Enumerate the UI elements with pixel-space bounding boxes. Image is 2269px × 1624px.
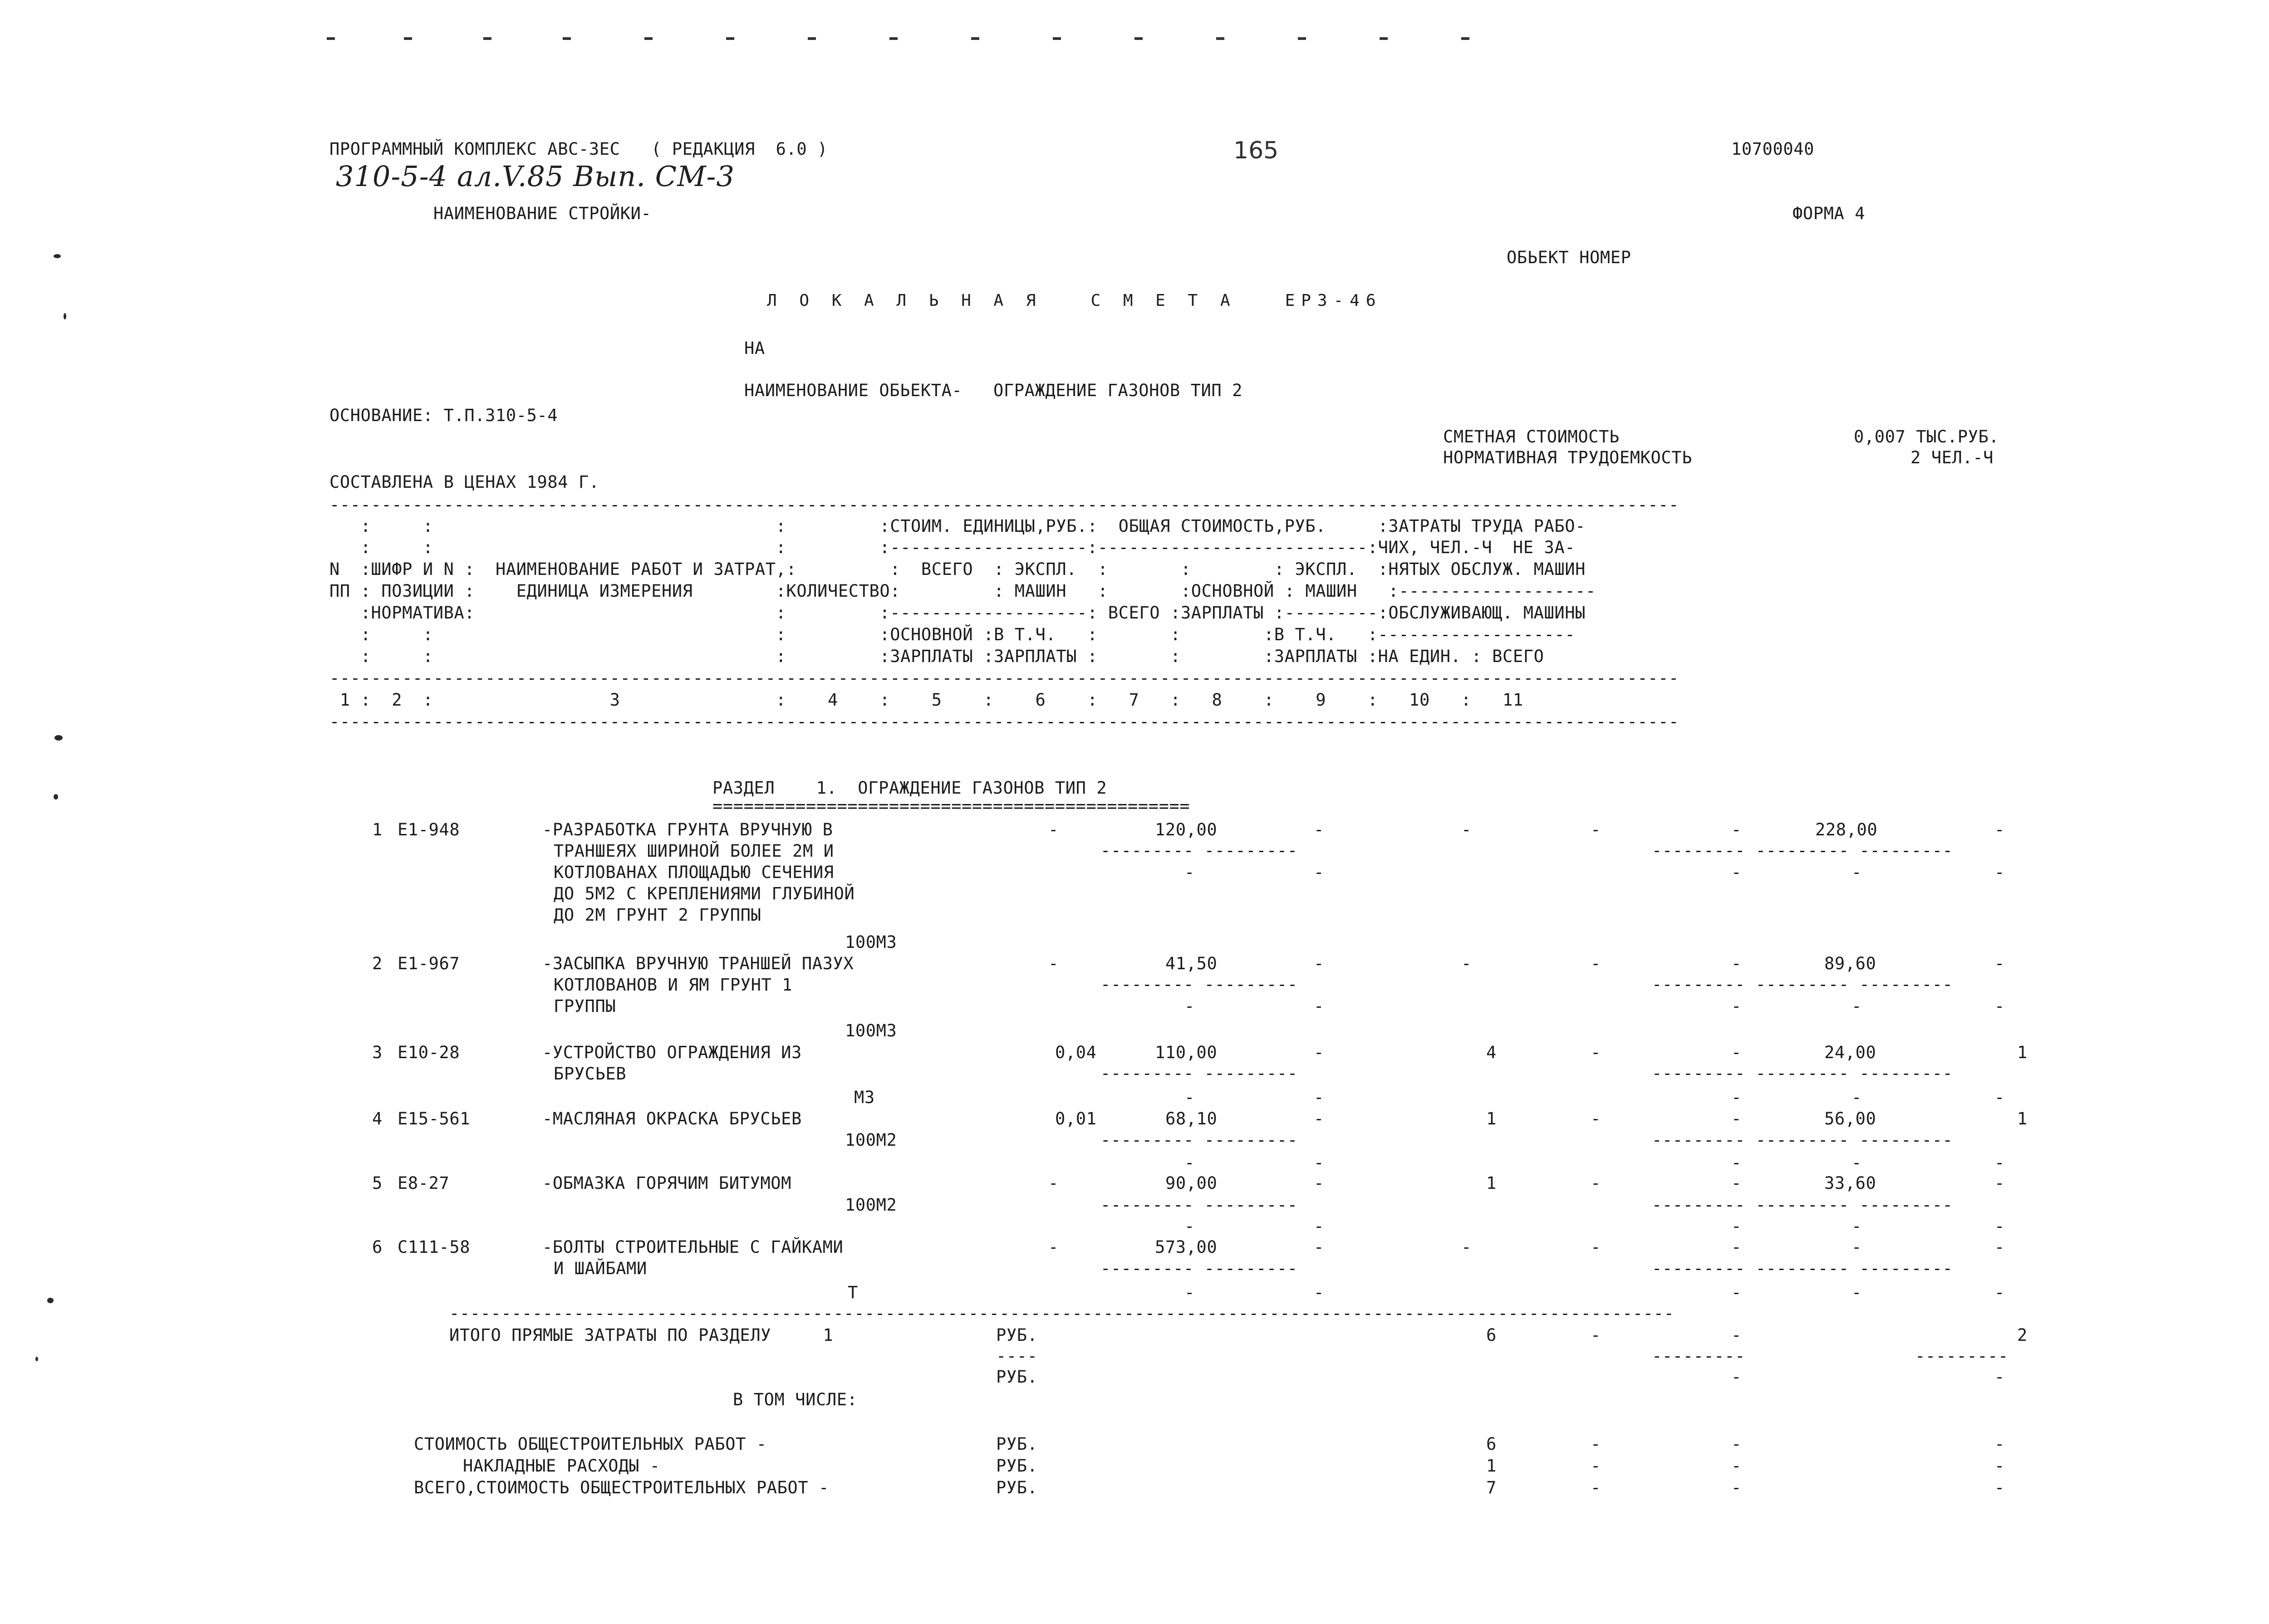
row-labor-unit: 56,00 (1824, 1109, 1876, 1128)
row-unit-cost: 68,10 (1165, 1109, 1218, 1128)
row-labor-total-service: - (1994, 996, 2005, 1016)
row-total-cost: 1 (1486, 1109, 1497, 1128)
scan-speck (54, 794, 58, 800)
row-machine-cost: - (1314, 1109, 1324, 1128)
row-labor-unit-service: - (1852, 1283, 1862, 1302)
labor-intensity-label: НОРМАТИВНАЯ ТРУДОЕМКОСТЬ (1443, 448, 1693, 467)
estimated-cost-label: СМЕТНАЯ СТОИМОСТЬ (1443, 427, 1620, 446)
direct-costs-unit-2: РУБ. (996, 1367, 1038, 1387)
row-labor-unit-service: - (1852, 1153, 1862, 1173)
row-total-cost: 1 (1486, 1173, 1497, 1193)
row-total-cost: - (1461, 954, 1472, 973)
row-labor-total: 1 (2017, 1109, 2028, 1128)
row-total-cost: 4 (1486, 1043, 1497, 1062)
table-header-line: 1 : 2 : 3 : 4 : 5 : 6 : 7 : 8 : 9 : 10 : 11 (329, 690, 1523, 710)
table-header-line: ---------------------------------------------------------------------------------------------------------------------------------- (329, 712, 1679, 731)
direct-costs-labor-2: - (1994, 1367, 2005, 1387)
row-code: Е1-948 (398, 820, 460, 839)
scan-speck (47, 1298, 54, 1303)
row-base-salary: - (1591, 1173, 1601, 1193)
table-header-line: ---------------------------------------------------------------------------------------------------------------------------------- (329, 668, 1679, 688)
row-unit-cost: 110,00 (1155, 1043, 1218, 1062)
row-description: -РАЗРАБОТКА ГРУНТА ВРУЧНУЮ В (542, 820, 833, 839)
row-description: -ЗАСЫПКА ВРУЧНУЮ ТРАНШЕЙ ПАЗУХ (542, 954, 854, 973)
object-name: НАИМЕНОВАНИЕ ОБЬЕКТА- ОГРАЖДЕНИЕ ГАЗОНОВ ТИП 2 (744, 381, 1243, 400)
row-machine-cost-salary: - (1314, 1283, 1324, 1302)
row-quantity: 0,04 (1055, 1043, 1097, 1062)
row-machine-total: - (1731, 954, 1742, 973)
row-description: ДО 2М ГРУНТ 2 ГРУППЫ (554, 905, 761, 925)
row-labor-unit: 33,60 (1824, 1173, 1876, 1193)
row-description: -УСТРОЙСТВО ОГРАЖДЕНИЯ ИЗ (542, 1043, 802, 1062)
table-header-line: ПП : ПОЗИЦИИ : ЕДИНИЦА ИЗМЕРЕНИЯ :КОЛИЧЕСТВО: : МАШИН : :ОСНОВНОЙ : МАШИН :------------------- (329, 581, 1596, 601)
row-unit-cost: 120,00 (1155, 820, 1218, 839)
row-divider: --------- --------- (1100, 1064, 1298, 1083)
row-labor-unit-service: - (1852, 863, 1862, 882)
direct-divider: --------- (1652, 1346, 1745, 1366)
row-labor-total: - (1994, 1173, 2005, 1193)
row-labor-total: 1 (2017, 1043, 2028, 1062)
row-machine-salary: - (1731, 1217, 1742, 1236)
row-divider: --------- --------- (1100, 1259, 1298, 1278)
overhead-total: 1 (1486, 1456, 1497, 1476)
row-machine-cost-salary: - (1314, 996, 1324, 1016)
direct-costs-total: 6 (1486, 1325, 1497, 1345)
row-labor-total-service: - (1994, 1283, 2005, 1302)
row-code: Е15-561 (398, 1109, 471, 1128)
general-works-salary: - (1591, 1434, 1601, 1454)
row-unit-cost-salary: - (1184, 1217, 1195, 1236)
scan-speck (54, 735, 63, 741)
row-number: 3 (372, 1043, 383, 1062)
row-divider: --------- --------- (1100, 1130, 1298, 1150)
row-quantity: - (1048, 1237, 1059, 1257)
grand-total-salary: - (1591, 1478, 1601, 1497)
row-labor-total-service: - (1994, 1217, 2005, 1236)
row-unit: 100М3 (845, 1021, 897, 1040)
direct-costs-unit: РУБ. (996, 1325, 1038, 1345)
section-underline: ============================================== (712, 796, 1190, 816)
row-labor-total: - (1994, 820, 2005, 839)
row-divider: --------- --------- --------- (1652, 1064, 1953, 1083)
handwritten-reference: 310-5-4 ал.V.85 Вып. СМ-3 (336, 160, 735, 193)
direct-divider: ---- (996, 1346, 1038, 1366)
on-label: НА (744, 339, 765, 358)
table-header-line: : : : :ЗАРПЛАТЫ :ЗАРПЛАТЫ : : :ЗАРПЛАТЫ :НА ЕДИН. : ВСЕГО (329, 647, 1544, 666)
row-machine-cost: - (1314, 1043, 1324, 1062)
grand-total-total: 7 (1486, 1478, 1497, 1497)
row-description: БРУСЬЕВ (554, 1064, 627, 1084)
row-number: 4 (372, 1109, 383, 1128)
row-divider: --------- --------- --------- (1652, 1259, 1953, 1278)
direct-costs-machine-2: - (1731, 1367, 1742, 1387)
row-machine-cost-salary: - (1314, 1153, 1324, 1173)
row-unit-cost: 573,00 (1155, 1237, 1218, 1257)
perforation-marks (327, 37, 1552, 41)
general-works-unit: РУБ. (996, 1434, 1038, 1454)
scan-speck (54, 254, 61, 258)
row-unit-cost-salary: - (1184, 1283, 1195, 1302)
program-label: ПРОГРАММНЫЙ КОМПЛЕКС АВС-3ЕС ( РЕДАКЦИЯ 6.0 ) (329, 139, 828, 159)
row-machine-salary: - (1731, 863, 1742, 882)
row-base-salary: - (1591, 1109, 1601, 1128)
row-machine-salary: - (1731, 1283, 1742, 1302)
row-machine-cost: - (1314, 820, 1324, 839)
row-code: Е8-27 (398, 1173, 450, 1193)
row-divider: --------- --------- --------- (1652, 1195, 1953, 1215)
row-description: ТРАНШЕЯХ ШИРИНОЙ БОЛЕЕ 2М И (554, 841, 834, 861)
row-description: -ОБМАЗКА ГОРЯЧИМ БИТУМОМ (542, 1173, 792, 1193)
row-description: -БОЛТЫ СТРОИТЕЛЬНЫЕ С ГАЙКАМИ (542, 1237, 844, 1257)
table-header-line: : : : :СТОИМ. ЕДИНИЦЫ,РУБ.: ОБЩАЯ СТОИМОСТЬ,РУБ. :ЗАТРАТЫ ТРУДА РАБО- (329, 516, 1586, 536)
direct-divider: --------- (1915, 1346, 2009, 1366)
row-labor-unit-service: - (1852, 1217, 1862, 1236)
general-works-total: 6 (1486, 1434, 1497, 1454)
row-machine-salary: - (1731, 1088, 1742, 1107)
table-header-line: ---------------------------------------------------------------------------------------------------------------------------------- (329, 495, 1679, 515)
row-machine-cost: - (1314, 1237, 1324, 1257)
row-machine-total: - (1731, 820, 1742, 839)
row-labor-unit: - (1852, 1237, 1862, 1257)
row-base-salary: - (1591, 1043, 1601, 1062)
totals-separator: ---------------------------------------------------------------------------------------------------------------------- (449, 1304, 1675, 1323)
scan-speck (64, 313, 66, 319)
row-machine-salary: - (1731, 996, 1742, 1016)
row-number: 5 (372, 1173, 383, 1193)
row-unit: 100М2 (845, 1195, 897, 1215)
row-base-salary: - (1591, 1237, 1601, 1257)
row-labor-total: - (1994, 1237, 2005, 1257)
row-machine-total: - (1731, 1109, 1742, 1128)
form-label: ФОРМА 4 (1793, 204, 1866, 223)
row-description: КОТЛОВАНОВ И ЯМ ГРУНТ 1 (554, 975, 793, 995)
grand-total-machine: - (1731, 1478, 1742, 1497)
row-machine-total: - (1731, 1173, 1742, 1193)
row-unit-cost-salary: - (1184, 1088, 1195, 1107)
row-divider: --------- --------- (1100, 1195, 1298, 1215)
general-works-labor: - (1994, 1434, 2005, 1454)
basis-label: ОСНОВАНИЕ: Т.П.310-5-4 (329, 406, 558, 425)
table-header-line: :НОРМАТИВА: : :-------------------: ВСЕГО :ЗАРПЛАТЫ :---------:ОБСЛУЖИВАЮЩ. МАШИНЫ (329, 603, 1586, 623)
row-labor-total-service: - (1994, 1153, 2005, 1173)
row-number: 2 (372, 954, 383, 973)
overhead-salary: - (1591, 1456, 1601, 1476)
table-header-line: : : : :ОСНОВНОЙ :В Т.Ч. : : :В Т.Ч. :------------------- (329, 625, 1576, 644)
row-labor-unit: 228,00 (1815, 820, 1878, 839)
direct-costs-salary: - (1591, 1325, 1601, 1345)
table-header-line: N :ШИФР И N : НАИМЕНОВАНИЕ РАБОТ И ЗАТРАТ,: : ВСЕГО : ЭКСПЛ. : : : ЭКСПЛ. :НЯТЫХ ОБСЛУЖ. МАШИН (329, 559, 1586, 579)
row-labor-unit: 89,60 (1824, 954, 1876, 973)
table-header-line: : : : :-------------------:--------------------------:ЧИХ, ЧЕЛ.-Ч НЕ ЗА- (329, 538, 1576, 557)
row-number: 1 (372, 820, 383, 839)
row-quantity: - (1048, 1173, 1059, 1193)
object-number-label: ОБЬЕКТ НОМЕР (1507, 248, 1631, 267)
row-unit-cost: 41,50 (1165, 954, 1218, 973)
row-divider: --------- --------- (1100, 841, 1298, 860)
direct-costs-machine: - (1731, 1325, 1742, 1345)
row-quantity: 0,01 (1055, 1109, 1097, 1128)
row-base-salary: - (1591, 954, 1601, 973)
row-base-salary: - (1591, 820, 1601, 839)
overhead-label: НАКЛАДНЫЕ РАСХОДЫ - (463, 1456, 660, 1476)
grand-total-labor: - (1994, 1478, 2005, 1497)
scan-speck (35, 1357, 38, 1361)
overhead-unit: РУБ. (996, 1456, 1038, 1476)
row-total-cost: - (1461, 820, 1472, 839)
row-machine-cost-salary: - (1314, 1217, 1324, 1236)
prices-basis: СОСТАВЛЕНА В ЦЕНАХ 1984 Г. (329, 472, 599, 492)
labor-intensity-value: 2 ЧЕЛ.-Ч (1910, 448, 1994, 467)
row-divider: --------- --------- --------- (1652, 1130, 1953, 1150)
row-number: 6 (372, 1237, 383, 1257)
row-labor-unit-service: - (1852, 996, 1862, 1016)
row-description: И ШАЙБАМИ (554, 1259, 647, 1278)
construction-name: НАИМЕНОВАНИЕ СТРОЙКИ- (433, 204, 652, 223)
overhead-labor: - (1994, 1456, 2005, 1476)
row-unit-cost: 90,00 (1165, 1173, 1218, 1193)
row-unit: 100М2 (845, 1130, 897, 1150)
row-divider: --------- --------- --------- (1652, 841, 1953, 860)
row-machine-cost-salary: - (1314, 1088, 1324, 1107)
row-unit: М3 (854, 1088, 875, 1107)
row-labor-total-service: - (1994, 863, 2005, 882)
section-title: РАЗДЕЛ 1. ОГРАЖДЕНИЕ ГАЗОНОВ ТИП 2 (712, 778, 1107, 798)
grand-total-unit: РУБ. (996, 1478, 1038, 1497)
row-machine-cost: - (1314, 954, 1324, 973)
row-unit-cost-salary: - (1184, 996, 1195, 1016)
row-machine-cost: - (1314, 1173, 1324, 1193)
row-quantity: - (1048, 820, 1059, 839)
row-labor-unit: 24,00 (1824, 1043, 1876, 1062)
row-quantity: - (1048, 954, 1059, 973)
row-labor-total-service: - (1994, 1088, 2005, 1107)
estimated-cost-value: 0,007 ТЫС.РУБ. (1854, 427, 1999, 446)
row-unit: 100М3 (845, 932, 897, 952)
row-code: Е10-28 (398, 1043, 460, 1062)
overhead-machine: - (1731, 1456, 1742, 1476)
including-label: В ТОМ ЧИСЛЕ: (733, 1390, 858, 1409)
row-code: Е1-967 (398, 954, 460, 973)
row-machine-salary: - (1731, 1153, 1742, 1173)
page-number: 165 (1233, 137, 1279, 164)
general-works-label: СТОИМОСТЬ ОБЩЕСТРОИТЕЛЬНЫХ РАБОТ - (414, 1434, 767, 1454)
general-works-machine: - (1731, 1434, 1742, 1454)
row-machine-total: - (1731, 1043, 1742, 1062)
grand-total-label: ВСЕГО,СТОИМОСТЬ ОБЩЕСТРОИТЕЛЬНЫХ РАБОТ - (414, 1478, 830, 1497)
row-machine-cost-salary: - (1314, 863, 1324, 882)
row-divider: --------- --------- (1100, 975, 1298, 994)
row-divider: --------- --------- --------- (1652, 975, 1953, 994)
row-labor-unit-service: - (1852, 1088, 1862, 1107)
row-unit: Т (848, 1283, 858, 1302)
row-code: С111-58 (398, 1237, 471, 1257)
row-machine-total: - (1731, 1237, 1742, 1257)
row-description: -МАСЛЯНАЯ ОКРАСКА БРУСЬЕВ (542, 1109, 802, 1128)
row-labor-total: - (1994, 954, 2005, 973)
row-unit-cost-salary: - (1184, 863, 1195, 882)
row-unit-cost-salary: - (1184, 1153, 1195, 1173)
document-code: 10700040 (1731, 139, 1815, 159)
row-description: КОТЛОВАНАХ ПЛОЩАДЬЮ СЕЧЕНИЯ (554, 863, 834, 882)
direct-costs-labor: 2 (2017, 1325, 2028, 1345)
estimate-title: Л О К А Л Ь Н А Я С М Е Т А ЕРЗ-46 (767, 291, 1382, 310)
row-description: ГРУППЫ (554, 996, 616, 1016)
direct-costs-label: ИТОГО ПРЯМЫЕ ЗАТРАТЫ ПО РАЗДЕЛУ 1 (449, 1325, 834, 1345)
row-total-cost: - (1461, 1237, 1472, 1257)
row-description: ДО 5М2 С КРЕПЛЕНИЯМИ ГЛУБИНОЙ (554, 884, 855, 903)
